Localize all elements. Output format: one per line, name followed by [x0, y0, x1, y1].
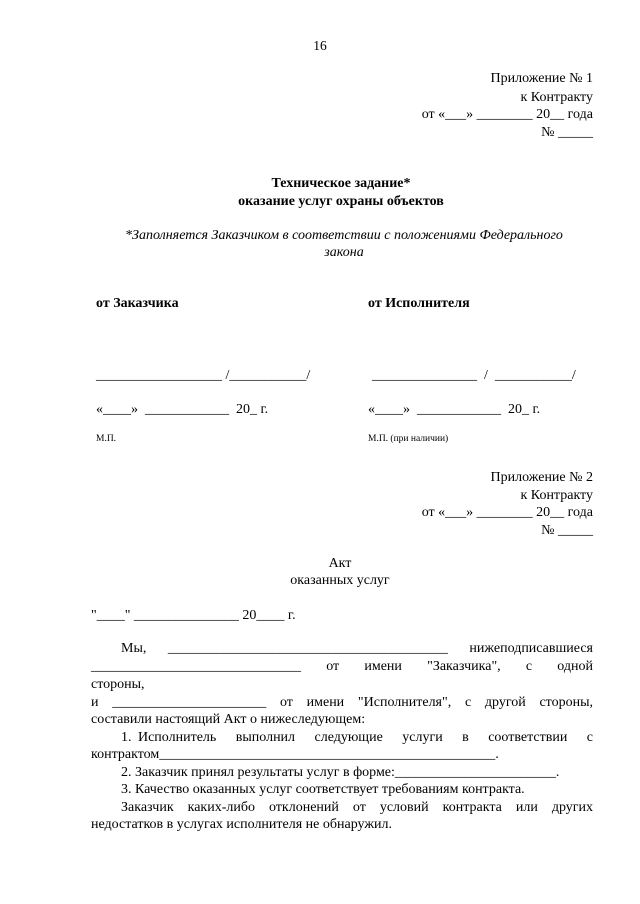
appendix1-date-line: от «___» ________ 20__ года [421, 107, 593, 122]
act-item1-line2: контрактом________________________________________________. [91, 747, 499, 762]
tech-task-title: Техническое задание* [271, 176, 411, 191]
act-final-line2: недостатков в услугах исполнителя не обнаружил. [91, 817, 392, 832]
appendix2-number-line: № _____ [541, 523, 593, 538]
act-para1-line3: стороны, [91, 677, 145, 692]
act-para1-line5: составили настоящий Акт о нижеследующем: [91, 712, 366, 727]
act-para1-line1: Мы, ________________________________________ нижеподписавшиеся [121, 641, 593, 656]
act-final-line1: Заказчик каких-либо отклонений от условий контракта или других [121, 800, 593, 815]
act-item2: 2. Заказчик принял результаты услуг в форме:_______________________. [121, 765, 560, 780]
customer-label: от Заказчика [96, 296, 179, 311]
act-title: Акт [328, 556, 352, 571]
contractor-stamp: М.П. (при наличии) [368, 434, 449, 444]
customer-sign-line: __________________ /___________/ [96, 368, 311, 383]
contractor-label: от Исполнителя [368, 296, 470, 311]
appendix1-title: Приложение № 1 [490, 71, 593, 86]
appendix2-to-contract: к Контракту [520, 488, 593, 503]
appendix1-to-contract: к Контракту [520, 90, 593, 105]
act-subtitle: оказанных услуг [290, 573, 390, 588]
customer-stamp: М.П. [96, 434, 117, 444]
tech-task-note: *Заполняется Заказчиком в соответствии с положениями Федерального [125, 228, 563, 243]
act-date-line: "____" _______________ 20____ г. [91, 608, 296, 623]
tech-task-subtitle: оказание услуг охраны объектов [238, 194, 444, 209]
act-para1-line2: ______________________________ от имени "Заказчика", с одной [91, 659, 593, 674]
act-item1-line1: 1. Исполнитель выполнил следующие услуги в соответствии с [121, 730, 593, 745]
tech-task-note-end: закона [324, 245, 364, 260]
appendix2-title: Приложение № 2 [490, 470, 593, 485]
act-item3: 3. Качество оказанных услуг соответствует требованиям контракта. [121, 782, 525, 797]
act-para1-line4: и ______________________ от имени "Исполнителя", с другой стороны, [91, 695, 593, 710]
page-number: 16 [313, 38, 327, 53]
customer-date-line: «____» ____________ 20_ г. [96, 402, 269, 417]
appendix1-number-line: № _____ [541, 125, 593, 140]
contractor-sign-line: _______________ / ___________/ [372, 368, 576, 383]
appendix2-date-line: от «___» ________ 20__ года [421, 505, 593, 520]
contractor-date-line: «____» ____________ 20_ г. [368, 402, 541, 417]
